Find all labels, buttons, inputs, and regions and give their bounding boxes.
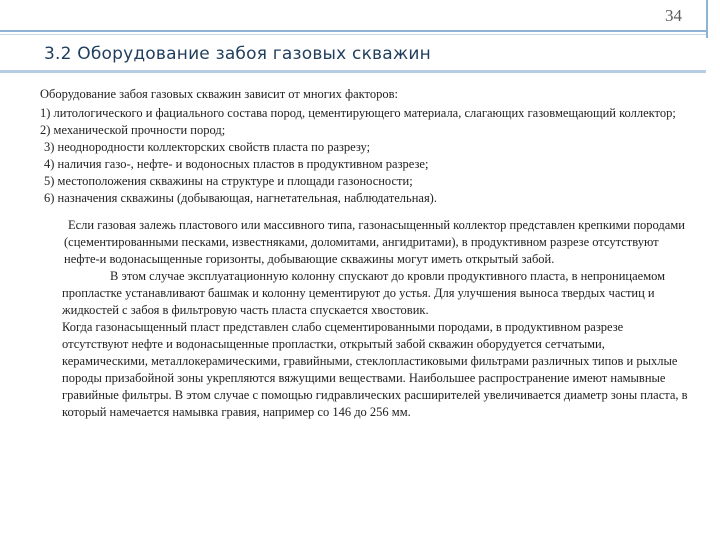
factor-item: 5) местоположения скважины на структуре и площади газоносности; [44, 174, 413, 188]
header-divider [0, 30, 706, 32]
title-divider [0, 70, 706, 73]
factor-item: 6) назначения скважины (добывающая, нагнетательная, наблюдательная). [44, 191, 437, 205]
header-band [0, 0, 706, 30]
factor-item: 4) наличия газо-, нефте- и водоносных пластов в продуктивном разрезе; [44, 157, 429, 171]
paragraph-filters: Когда газонасыщенный пласт представлен слабо сцементированными породами, в продуктивном разрезе отсутствуют нефте и водонасыщенные пропластки, открытый забой скважин оборудуется сетчатыми, керамическими, металлокерамическими, гравийными, стеклопластиковыми фильтрами различных типов и рыхлые породы призабойной зоны укрепляются вяжущими веществами. Наибольшее распространение имеют намывные гравийные фильтры. В этом случае с помощью гидравлических расширителей увеличивается диаметр зоны пласта, в который намечается намывка гравия, например со 146 до 256 мм. [62, 320, 688, 419]
paragraph-open-bottomhole: Если газовая залежь пластового или массивного типа, газонасыщенный коллектор представлен крепкими породами (сцементированными песками, известняками, доломитами, ангидритами), в продуктивном разрезе отсутствуют нефте-и водонасыщенные горизонты, добывающие скважины могут иметь открытый забой. [64, 218, 685, 266]
header-accent-bar [706, 0, 708, 38]
intro-text: Оборудование забоя газовых скважин зависит от многих факторов: [40, 87, 398, 101]
page-number: 34 [665, 6, 682, 25]
factor-list [40, 105, 690, 207]
factor-item: 1) литологического и фациального состава пород, цементирующего материала, слагающих газовмещающий коллектор; [40, 106, 676, 120]
paragraph-casing: В этом случае эксплуатационную колонну спускают до кровли продуктивного пласта, в непроницаемом пропластке устанавливают башмак и колонну цементируют до устья. Для улучшения выноса твердых частиц и жидкостей с забоя в фильтровую часть пласта спускается хвостовик. [62, 269, 666, 317]
slide-title: 3.2 Оборудование забоя газовых скважин [44, 44, 431, 64]
header-divider-thin [0, 34, 706, 35]
slide-body [40, 86, 690, 421]
factor-item: 2) механической прочности пород; [40, 123, 226, 137]
factor-item: 3) неоднородности коллекторских свойств пласта по разрезу; [44, 140, 371, 154]
